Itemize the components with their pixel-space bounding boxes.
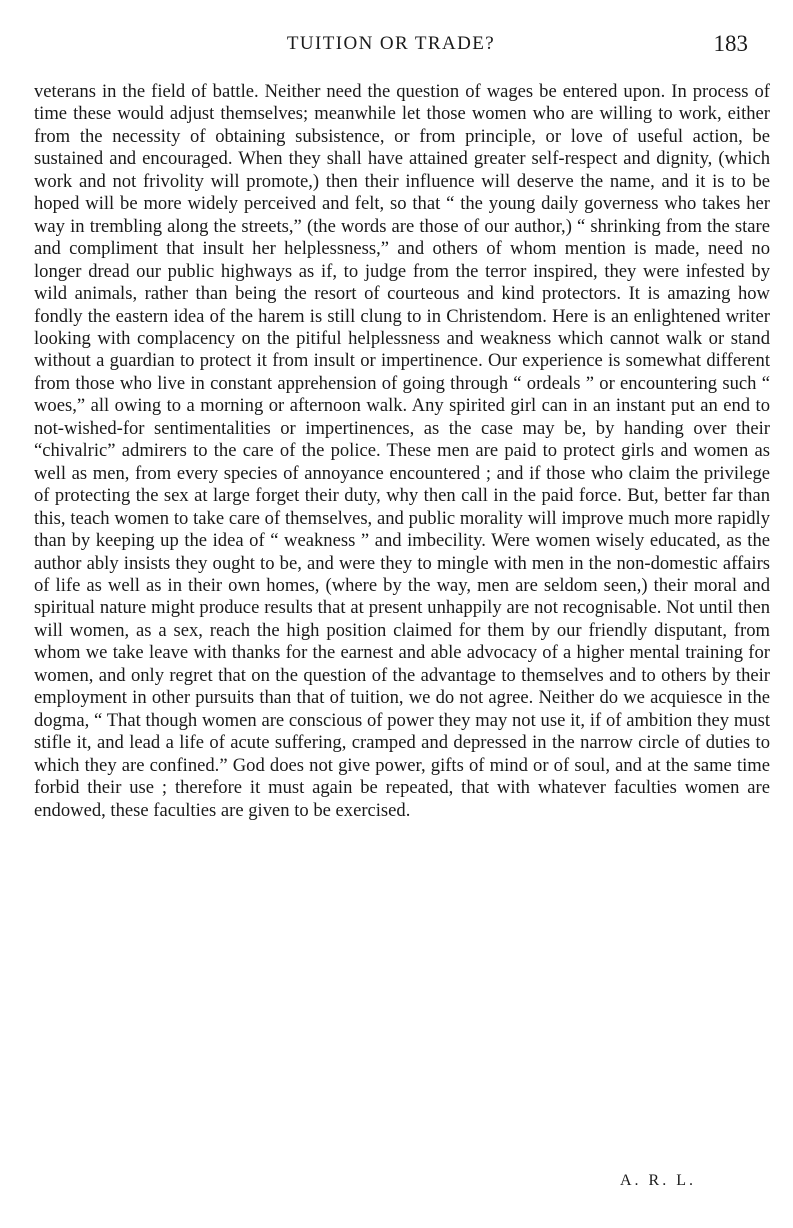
running-title: TUITION OR TRADE? [286,33,496,54]
body-paragraph: veterans in the field of battle. Neither need the question of wages be entered upon. In process of time these would adjust themselves; meanwhile let those women who are willing to work, either from the necessity of obtaining subsistence, or from principle, or love of useful action, be sustained and encouraged. When they shall have attained greater self-respect and dignity, (which work and not frivolity will promote,) then their influence will deserve the name, and it is to be hoped will be more widely perceived and felt, so that “ the young daily governess who takes her way in trembling along the streets,” (the words are those of our author,) “ shrinking from the stare and compliment that insult her helplessness,” and others of whom mention is made, need no longer dread our public highways as if, to judge from the terror inspired, they were infested by wild animals, rather than being the resort of courteous and kind protectors. It is amazing how fondly the eastern idea of the harem is still clung to in Christendom. Here is an enlightened writer looking with complacency on the pitiful helplessness and weakness which cannot walk or stand without a guardian to protect it from insult or impertinence. Our experience is somewhat different from those who live in constant apprehension of going through “ ordeals ” or encountering such “ woes,” all owing to a morning or afternoon walk. Any spirited girl can in an instant put an end to not-wished-for sentimentalities or impertinences, as the case may be, by handing over their “chivalric” admirers to the care of the police. These men are paid to protect girls and women as well as men, from every species of annoyance encountered ; and if those who claim the privilege of protecting the sex at large forget their duty, why then call in the paid force. But, better far than this, teach women to take care of themselves, and public morality will improve much more rapidly than by keeping up the idea of “ weakness ” and imbecility. Were women wisely educated, as the author ably insists they ought to be, and were they to mingle with men in the non-domestic affairs of life as well as in their own homes, (where by the way, men are seldom seen,) their moral and spiritual nature might produce results that at present unhappily are not recognisable. Not until then will women, as a sex, reach the high position claimed for them by our friendly disputant, from whom we take leave with thanks for the earnest and able advocacy of a higher mental training for women, and only regret that on the question of the advantage to themselves and to others by their employment in other pursuits than that of tuition, we do not agree. Neither do we acquiesce in the dogma, “ That though women are conscious of power they may not use it, if of ambition they must stifle it, and lead a life of acute suffering, cramped and depressed in the narrow circle of duties to which they are confined.” God does not give power, gifts of mind or of soul, and at the same time forbid their use ; therefore it must again be repeated, that with whatever faculties women are endowed, these faculties are given to be exercised. [34,81,770,821]
page-number: 183 [713,31,748,56]
running-head [34,30,748,58]
author-initials: A. R. L. [620,1172,696,1189]
